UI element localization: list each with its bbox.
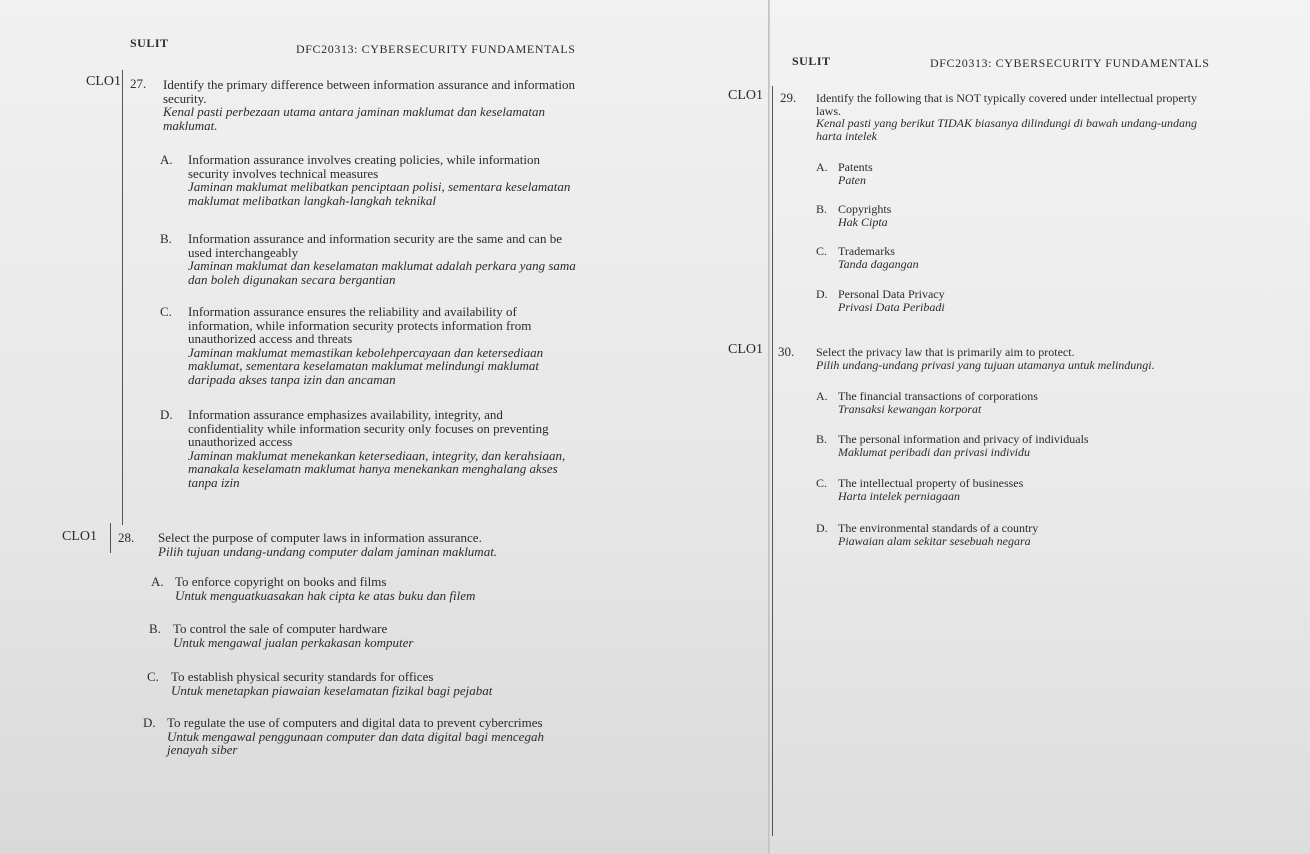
q30-option-d <box>816 522 1156 547</box>
q29-clo: CLO1 <box>728 88 763 103</box>
q30-stem-en: Select the privacy law that is primarily aim to protect. <box>816 345 1075 359</box>
q28-option-d-en: To regulate the use of computers and digital data to prevent cybercrimes <box>167 715 543 730</box>
q30-option-a <box>816 390 1156 415</box>
q27-option-a <box>160 153 580 207</box>
q30-stem <box>816 346 1286 371</box>
q29-option-a-en: Patents <box>838 160 873 174</box>
q29-stem-en: Identify the following that is NOT typically covered under intellectual property laws. <box>816 91 1197 118</box>
q27-option-d-letter: D. <box>160 407 173 422</box>
q28-divider <box>110 523 111 553</box>
q28-number: 28. <box>118 530 135 545</box>
q27-option-b-en: Information assurance and information security are the same and can be used interchangeably <box>188 231 562 260</box>
q27-option-a-en: Information assurance involves creating policies, while information security involves technical measures <box>188 152 540 181</box>
q29-option-b-en: Copyrights <box>838 202 892 216</box>
q27-option-a-letter: A. <box>160 152 173 167</box>
q30-option-c <box>816 477 1156 502</box>
q30-option-d-my: Piawaian alam sekitar sesebuah negara <box>838 533 1031 548</box>
q28-option-a-letter: A. <box>151 574 164 589</box>
q28-option-a-en: To enforce copyright on books and films <box>175 574 387 589</box>
q29-option-b-my: Hak Cipta <box>838 214 888 229</box>
q28-option-d <box>143 716 583 757</box>
q29-stem-my: Kenal pasti yang berikut TIDAK biasanya dilindungi di bawah undang-undang harta intelek <box>816 116 1197 143</box>
q29-option-d-my: Privasi Data Peribadi <box>838 299 945 314</box>
right-page <box>728 0 1310 854</box>
q28-stem-my: Pilih tujuan undang-undang computer dalam jaminan maklumat. <box>158 543 498 559</box>
q29-option-d-en: Personal Data Privacy <box>838 287 945 301</box>
right-column-divider <box>772 86 773 836</box>
q27-stem <box>163 78 581 132</box>
q28-option-d-my: Untuk mengawal penggunaan computer dan data digital bagi mencegah jenayah siber <box>167 728 544 757</box>
q28-option-b-letter: B. <box>149 621 161 636</box>
q28-option-a <box>151 575 581 602</box>
q30-option-c-letter: C. <box>816 476 828 490</box>
q27-option-c <box>160 305 580 386</box>
q28-option-c-my: Untuk menetapkan piawaian keselamatan fizikal bagi pejabat <box>171 682 493 698</box>
q29-option-c-en: Trademarks <box>838 244 895 258</box>
q30-option-b-letter: B. <box>816 432 828 446</box>
q28-option-c-en: To establish physical security standards for offices <box>171 669 434 684</box>
q28-clo: CLO1 <box>62 529 97 544</box>
q27-option-c-en: Information assurance ensures the reliability and availability of information, while information security protects information from unauthorized access and threats <box>188 304 532 346</box>
q29-option-a-my: Paten <box>838 172 866 187</box>
q29-option-b <box>816 203 1116 228</box>
q27-option-b-letter: B. <box>160 231 172 246</box>
q30-option-c-my: Harta intelek perniagaan <box>838 488 960 503</box>
q28-stem <box>158 531 578 558</box>
q30-option-a-en: The financial transactions of corporations <box>838 389 1038 403</box>
q27-option-d-en: Information assurance emphasizes availability, integrity, and confidentiality while information security only focuses on preventing unauthorized access <box>188 407 549 449</box>
q28-option-c-letter: C. <box>147 669 159 684</box>
q28-option-b <box>149 622 579 649</box>
q30-clo: CLO1 <box>728 342 763 357</box>
q29-option-c-letter: C. <box>816 244 828 258</box>
header-course-title-right: DFC20313: CYBERSECURITY FUNDAMENTALS <box>930 56 1210 70</box>
q27-clo: CLO1 <box>86 74 121 89</box>
q29-option-d-letter: D. <box>816 287 828 301</box>
q29-option-d <box>816 288 1116 313</box>
q29-option-c-my: Tanda dagangan <box>838 256 919 271</box>
q29-option-a-letter: A. <box>816 160 828 174</box>
q27-option-c-letter: C. <box>160 304 172 319</box>
q29-option-c <box>816 245 1116 270</box>
q29-option-b-letter: B. <box>816 202 828 216</box>
q27-stem-en: Identify the primary difference between information assurance and information security. <box>163 77 575 106</box>
q30-stem-my: Pilih undang-undang privasi yang tujuan utamanya untuk melindungi. <box>816 357 1155 372</box>
q27-option-b <box>160 232 580 286</box>
q30-option-a-my: Transaksi kewangan korporat <box>838 401 982 416</box>
header-sulit-right: SULIT <box>792 54 831 68</box>
q27-option-d <box>160 408 580 489</box>
q29-option-a <box>816 161 1116 186</box>
q30-option-c-en: The intellectual property of businesses <box>838 476 1024 490</box>
q27-option-c-my: Jaminan maklumat memastikan kebolehpercayaan dan ketersediaan maklumat, sementara keselamatan maklumat melindungi maklumat daripada akses tanpa izin dan ancaman <box>188 344 544 387</box>
q27-stem-my: Kenal pasti perbezaan utama antara jaminan maklumat dan keselamatan maklumat. <box>163 104 546 133</box>
q29-number: 29. <box>780 90 797 105</box>
q27-option-b-my: Jaminan maklumat dan keselamatan maklumat adalah perkara yang sama dan boleh digunakan secara bergantian <box>188 258 576 287</box>
header-course-title: DFC20313: CYBERSECURITY FUNDAMENTALS <box>296 42 576 56</box>
q27-number: 27. <box>130 76 147 91</box>
q30-option-d-en: The environmental standards of a country <box>838 521 1039 535</box>
column-divider <box>122 70 123 525</box>
q30-option-b <box>816 433 1156 458</box>
q28-option-a-my: Untuk menguatkuasakan hak cipta ke atas buku dan filem <box>175 587 476 603</box>
q27-option-a-my: Jaminan maklumat melibatkan penciptaan polisi, sementara keselamatan maklumat melibatkan langkah-langkah teknikal <box>188 179 571 208</box>
q28-stem-en: Select the purpose of computer laws in information assurance. <box>158 530 482 545</box>
q27-option-d-my: Jaminan maklumat menekankan ketersediaan, integrity, dan kerahsiaan, manakala keselamatn maklumat hanya menekankan menghalang akses tanpa izin <box>188 447 566 490</box>
q29-stem <box>816 92 1208 142</box>
q28-option-d-letter: D. <box>143 715 156 730</box>
q28-option-b-my: Untuk mengawal jualan perkakasan komputer <box>173 634 414 650</box>
q30-option-a-letter: A. <box>816 389 828 403</box>
q30-option-b-my: Maklumat peribadi dan privasi individu <box>838 444 1030 459</box>
q30-option-b-en: The personal information and privacy of individuals <box>838 432 1089 446</box>
q28-option-c <box>147 670 577 697</box>
q30-number: 30. <box>778 344 795 359</box>
header-sulit: SULIT <box>130 36 169 50</box>
q30-option-d-letter: D. <box>816 521 828 535</box>
q28-option-b-en: To control the sale of computer hardware <box>173 621 388 636</box>
